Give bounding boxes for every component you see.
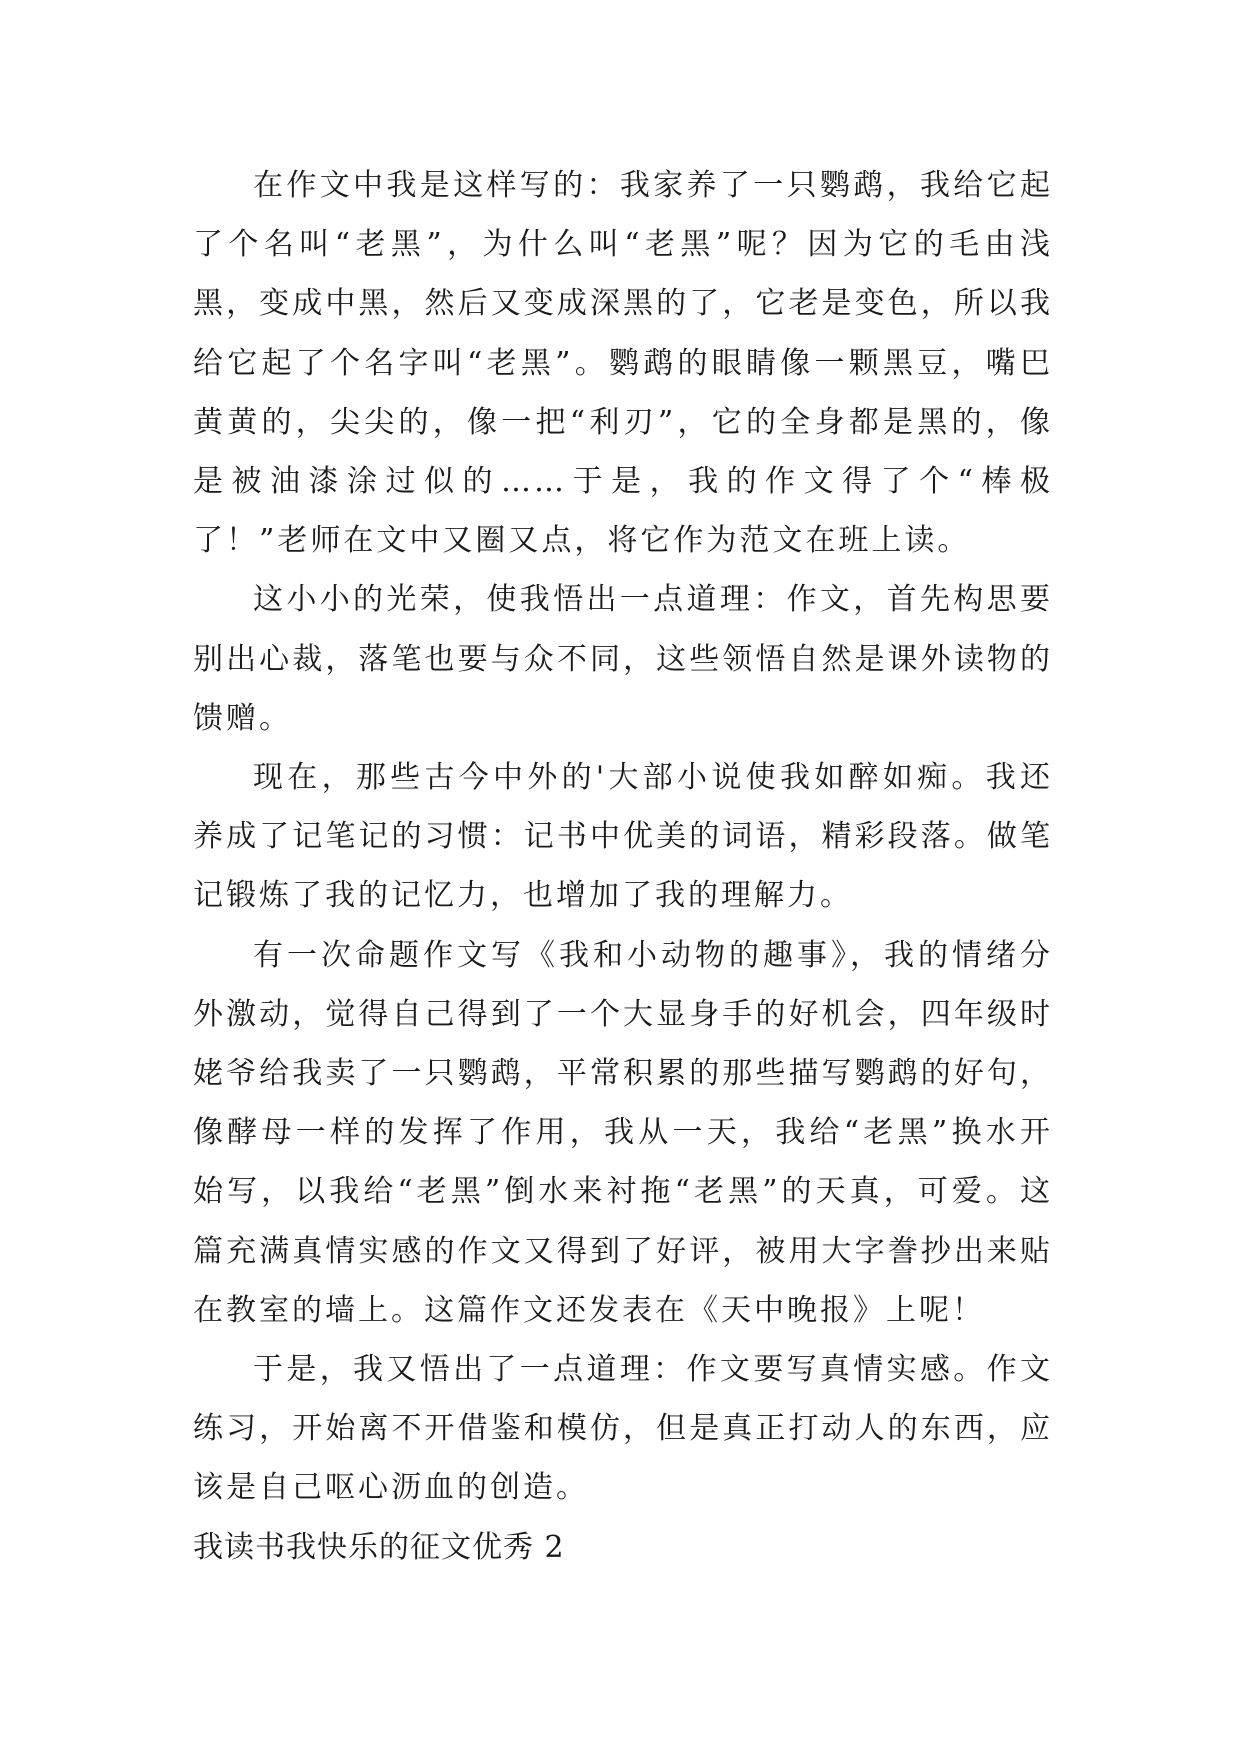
paragraph-4: 有一次命题作文写《我和小动物的趣事》，我的情绪分外激动，觉得自己得到了一个大显身手的好机会，四年级时姥爷给我卖了一只鹦鹉，平常积累的那些描写鹦鹉的好句，像酵母一样的发挥了作用，我从一天，我给“老黑”换水开始写，以我给“老黑”倒水来衬拖“老黑”的天真，可爱。这篇充满真情实感的作文又得到了好评，被用大字誊抄出来贴在教室的墙上。这篇作文还发表在《天中晚报》上呢！ <box>193 937 1053 1328</box>
paragraph-5: 于是，我又悟出了一点道理：作文要写真情实感。作文练习，开始离不开借鉴和模仿，但是真正打动人的东西，应该是自己呕心沥血的创造。 <box>193 1352 1053 1506</box>
paragraph-1: 在作文中我是这样写的：我家养了一只鹦鹉，我给它起了个名叫“老黑”，为什么叫“老黑”呢？因为它的毛由浅黑，变成中黑，然后又变成深黑的了，它老是变色，所以我给它起了个名字叫“老黑”。鹦鹉的眼睛像一颗黑豆，嘴巴黄黄的，尖尖的，像一把“利刃”，它的全身都是黑的，像是被油漆涂过似的……于是，我的作文得了个“棒极了！”老师在文中又圈又点，将它作为范文在班上读。 <box>193 168 1053 559</box>
document-body <box>193 156 1053 1577</box>
paragraph-3: 现在，那些古今中外的'大部小说使我如醉如痴。我还养成了记笔记的习惯：记书中优美的词语，精彩段落。做笔记锻炼了我的记忆力，也增加了我的理解力。 <box>193 760 1053 914</box>
paragraph-2: 这小小的光荣，使我悟出一点道理：作文，首先构思要别出心裁，落笔也要与众不同，这些领悟自然是课外读物的馈赠。 <box>193 582 1053 736</box>
section-heading: 我读书我快乐的征文优秀 2 <box>193 1529 565 1565</box>
